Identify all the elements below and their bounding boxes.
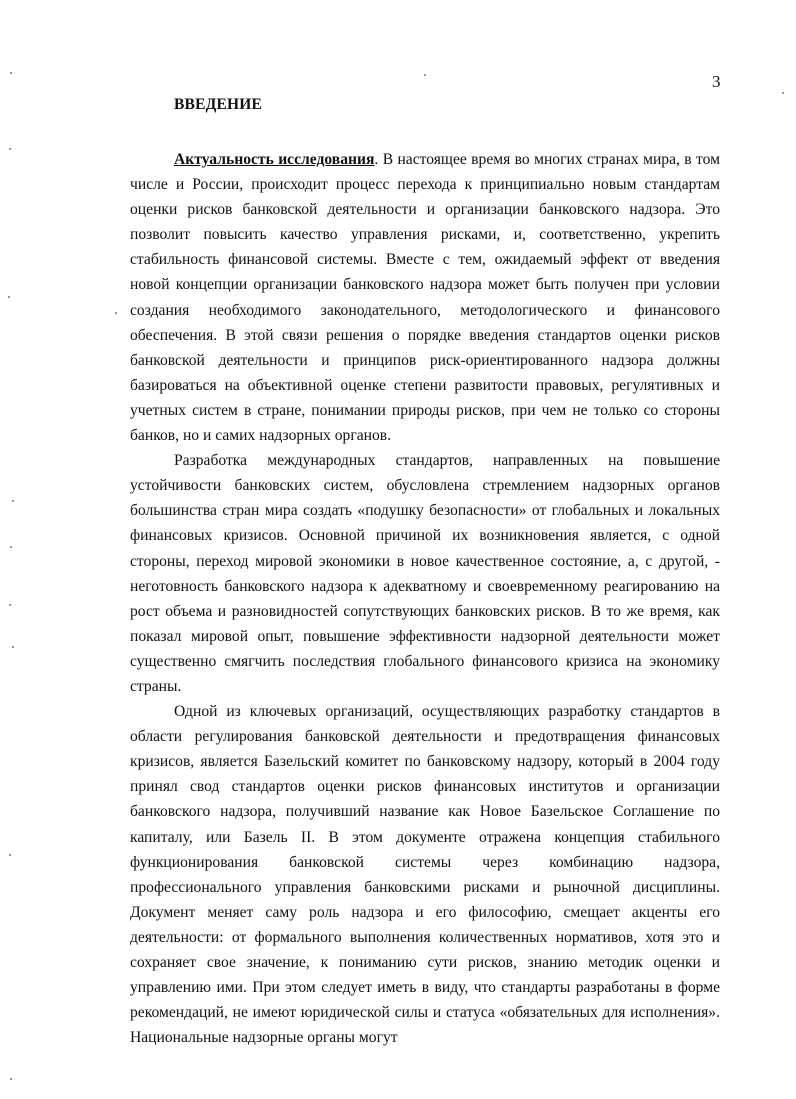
- scan-speck: [115, 312, 117, 314]
- scan-speck: [12, 500, 14, 502]
- scan-speck: [12, 646, 14, 648]
- scan-speck: [782, 92, 784, 94]
- paragraph-relevance-text: . В настоящее время во многих странах мира, в том числе и России, происходит процесс перехода к принципиально новым стандартам оценки рисков банковской деятельности и организации банковского надзора. Это позволит повысить качество управления рисками, и, соответственно, укрепить стабильность финансовой системы. Вместе с тем, ожидаемый эффект от введения новой концепции организации банковского надзора может быть получен при условии создания необходимого законодательного, методологического и финансового обеспечения. В этой связи решения о порядке введения стандартов оценки рисков банковской деятельности и принципов риск-ориентированного надзора должны базироваться на объективной оценке степени развитости правовых, регулятивных и учетных систем в стране, понимании природы рисков, при чем не только со стороны банков, но и самих надзорных органов.: [130, 151, 720, 445]
- scan-speck: [10, 1078, 12, 1080]
- paragraph-standards: Разработка международных стандартов, направленных на повышение устойчивости банковских систем, обусловлена стремлением надзорных органов большинства стран мира создать «подушку безопасности» от глобальных и локальных финансовых кризисов. Основной причиной их возникновения является, с одной стороны, переход мировой экономики в новое качественное состояние, а, с другой, - неготовность банковского надзора к адекватному и своевременному реагированию на рост объема и разновидностей сопутствующих банковских рисков. В то же время, как показал мировой опыт, повышение эффективности надзорной деятельности может существенно смягчить последствия глобального финансового кризиса на экономику страны.: [130, 452, 720, 695]
- scan-speck: [8, 296, 10, 298]
- scan-speck: [9, 854, 11, 856]
- relevance-lead-phrase: Актуальность исследования: [174, 151, 375, 168]
- page-number: 3: [712, 72, 721, 91]
- paragraph-relevance: [130, 147, 720, 448]
- scan-speck: [424, 74, 426, 76]
- scan-speck: [9, 148, 11, 150]
- section-heading: ВВЕДЕНИЕ: [174, 96, 263, 113]
- body-text: [130, 147, 720, 1050]
- paragraph-basel-committee: Одной из ключевых организаций, осуществляющих разработку стандартов в области регулирования банковской деятельности и предотвращения финансовых кризисов, является Базельский комитет по банковскому надзору, который в 2004 году принял свод стандартов оценки рисков финансовых институтов и организации банковского надзора, получивший название как Новое Базельское Соглашение по капиталу, или Базель II. В этом документе отражена концепция стабильного функционирования банковской системы через комбинацию надзора, профессионального управления банковскими рисками и рыночной дисциплины. Документ меняет саму роль надзора и его философию, смещает акценты его деятельности: от формального выполнения количественных нормативов, хотя это и сохраняет свое значение, к пониманию сути рисков, знанию методик оценки и управлению ими. При этом следует иметь в виду, что стандарты разработаны в форме рекомендаций, не имеют юридической силы и статуса «обязательных для исполнения». Национальные надзорные органы могут: [130, 703, 720, 1047]
- scan-speck: [10, 72, 12, 74]
- scan-speck: [9, 604, 11, 606]
- scan-speck: [10, 546, 12, 548]
